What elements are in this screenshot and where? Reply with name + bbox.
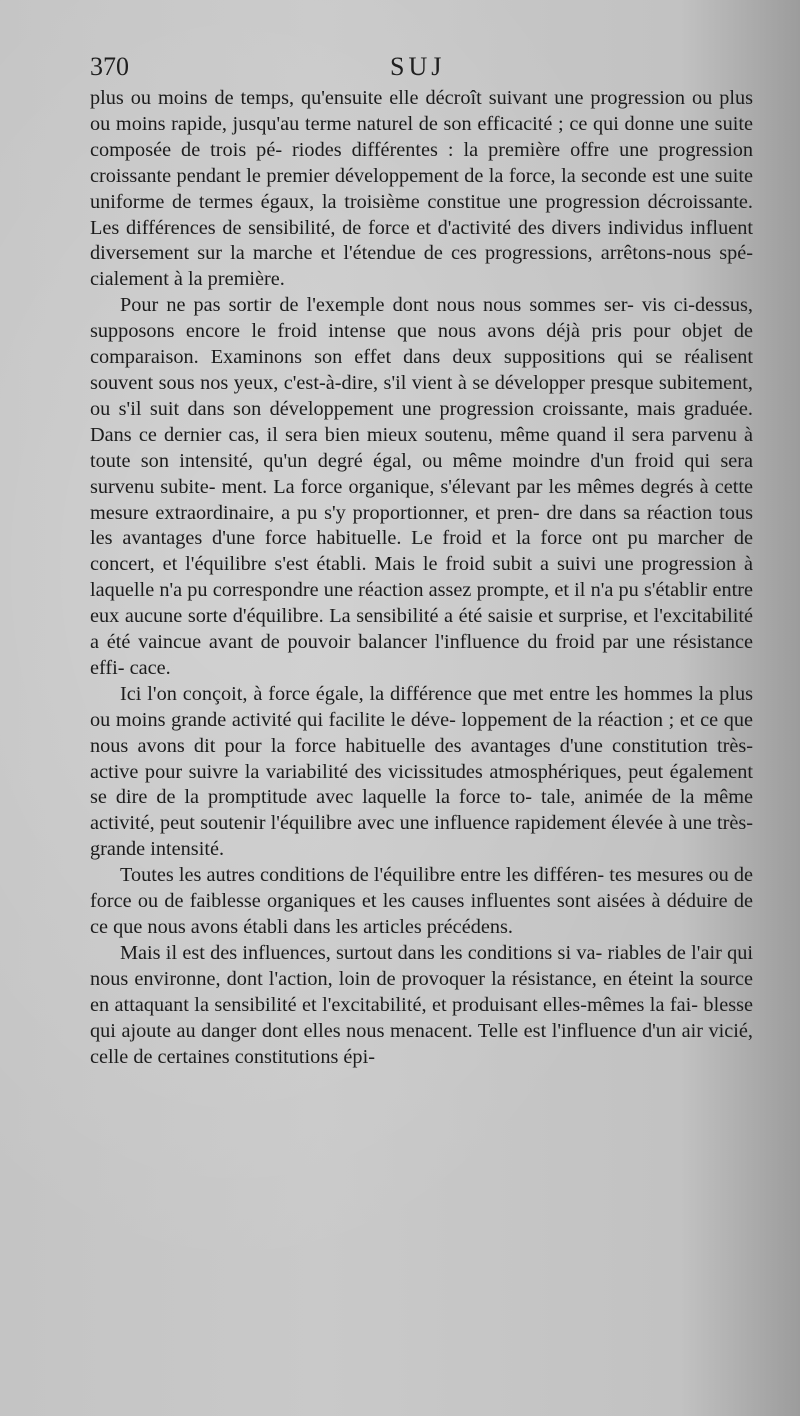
paragraph: Mais il est des influences, surtout dans les conditions si va- riables de l'air qui nous environne, dont l'action, loin de provoquer la résistance, en éteint la source en attaquant la sensibilité et l'excitabilité, et produisant elles-mêmes la fai- blesse qui ajoute au danger dont elles nous menacent. Telle est l'influence d'un air vicié, celle de certaines constitutions épi- <box>90 941 753 1068</box>
paragraph: Toutes les autres conditions de l'équilibre entre les différen- tes mesures ou de force ou de faiblesse organiques et les causes influentes sont aisées à déduire de ce que nous avons établi dans les articles précédens. <box>90 864 753 938</box>
page-number: 370 <box>90 52 129 81</box>
paragraph: Ici l'on conçoit, à force égale, la différence que met entre les hommes la plus ou moins grande activité qui facilite le déve- loppement de la réaction ; et ce que nous avons dit pour la force habituelle des avantages d'une constitution très-active pour suivre la variabilité des vicissitudes atmosphériques, peut également se dire de la promptitude avec laquelle la force to- tale, animée de la même activité, peut soutenir l'équilibre avec une influence rapidement élevée à une très-grande intensité. <box>90 682 753 861</box>
page-header <box>90 52 750 88</box>
paragraph: plus ou moins de temps, qu'ensuite elle décroît suivant une progression ou plus ou moins rapide, jusqu'au terme naturel de son efficacité ; ce qui donne une suite composée de trois pé- riodes différentes : la première offre une progression croissante pendant le premier développement de la force, la seconde est une suite uniforme de termes égaux, la troisième constitue une progression décroissante. Les différences de sensibilité, de force et d'activité des divers individus influent diversement sur la marche et l'étendue de ces progressions, arrêtons-nous spé- cialement à la première. <box>90 87 753 291</box>
paragraph: Pour ne pas sortir de l'exemple dont nous nous sommes ser- vis ci-dessus, supposons encore le froid intense que nous avons déjà pris pour objet de comparaison. Examinons son effet dans deux suppositions qui se réalisent souvent sous nos yeux, c'est-à-dire, s'il vient à se développer presque subitement, ou s'il suit dans son développement une progression croissante, mais graduée. Dans ce dernier cas, il sera bien mieux soutenu, même quand il sera parvenu à toute son intensité, qu'un degré égal, ou même moindre d'un froid qui sera survenu subite- ment. La force organique, s'élevant par les mêmes degrés à cette mesure extraordinaire, a pu s'y proportionner, et pren- dre dans sa réaction tous les avantages d'une force habituelle. Le froid et la force ont pu marcher de concert, et l'équilibre s'est établi. Mais le froid subit a suivi une progression à laquelle n'a pu correspondre une réaction assez prompte, et il n'a pu s'établir entre eux aucune sorte d'équilibre. La sensibilité a été saisie et surprise, et l'excitabilité a été vaincue avant de pouvoir balancer l'influence du froid par une résistance effi- cace. <box>90 294 753 679</box>
running-head: SUJ <box>390 52 446 81</box>
body-text <box>90 86 753 1070</box>
